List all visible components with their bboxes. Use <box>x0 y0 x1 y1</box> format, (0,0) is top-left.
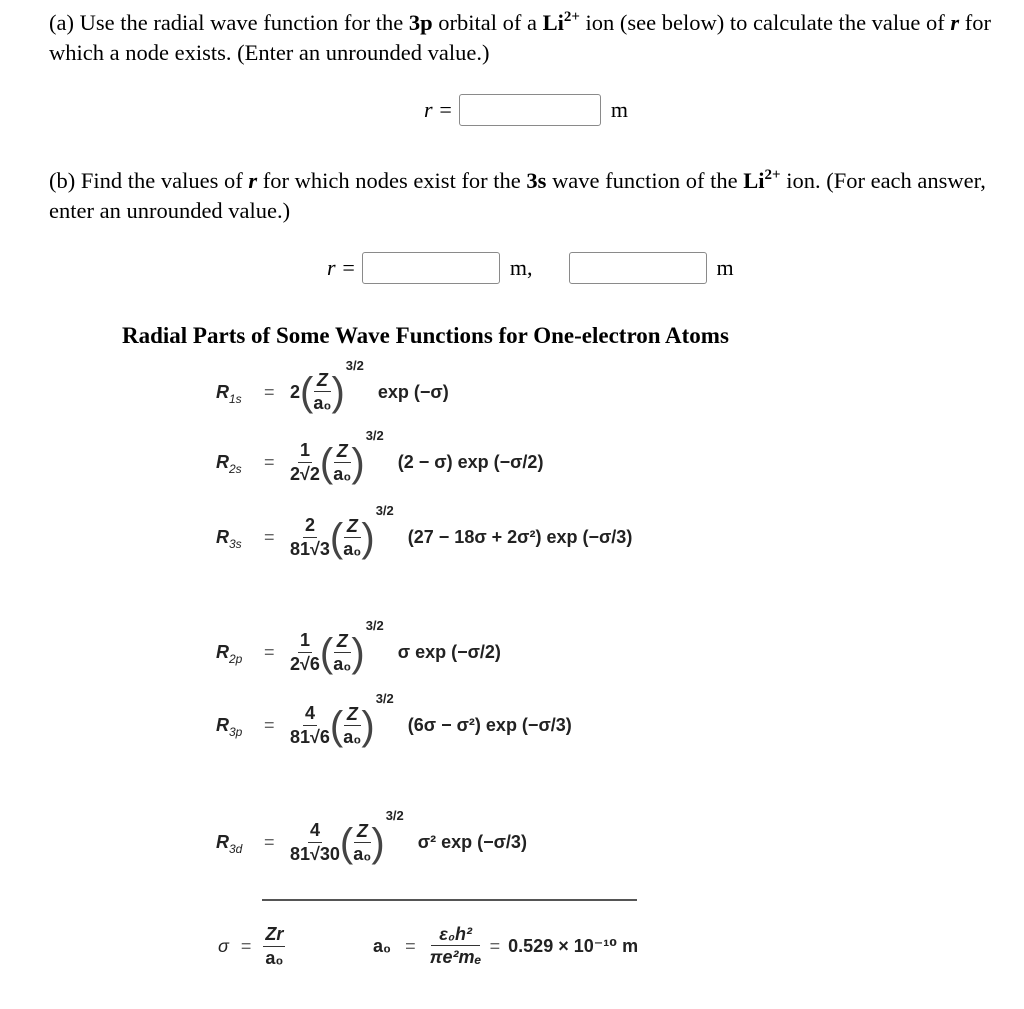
eq-r1s-rest: exp (−σ) <box>377 381 449 402</box>
power-label: 3/2 <box>365 428 384 443</box>
a0-fraction: $\frac{\text{ε₀h²}}{\text{πe²mₑ}}$ <box>429 924 482 967</box>
eq-r1s-lhs: $R_{1s}$ <box>216 381 242 406</box>
eq-r2p: $R_{2p}$ = $\frac{1}{2√6}$ ( $\frac{Z}{\text{a₀}}$ ) 3/2 σ exp (−σ/2) <box>216 618 501 675</box>
equals-sign: = <box>405 935 416 956</box>
equals-sign: = <box>264 642 275 662</box>
eq-r3s: $R_{3s}$ = $\frac{2}{81√3}$ ( $\frac{Z}{\text{a₀}}$ ) 3/2 (27 − 18σ + 2σ²) exp (−σ/3) <box>216 503 633 560</box>
equals-sign: = <box>264 715 275 735</box>
qb-text-end: ion. (For each answer, enter an unrounded value.) <box>49 168 986 223</box>
answer-a-input[interactable] <box>459 94 601 126</box>
eq-r3s-lhs: $R_{3s}$ <box>216 527 242 551</box>
eq-r2s-rest: (2 − σ) exp (−σ/2) <box>397 452 544 472</box>
answer-a-row <box>424 94 628 126</box>
eq-r3s-coef: $\frac{2}{81√3}$ <box>290 515 330 559</box>
table-heading: Radial Parts of Some Wave Functions for One-electron Atoms <box>122 323 729 348</box>
qb-var: r <box>248 168 258 193</box>
eq-r3d-coef: $\frac{4}{81√30}$ <box>290 820 340 864</box>
eq-r3s-rest: (27 − 18σ + 2σ²) exp (−σ/3) <box>407 527 633 547</box>
qb-ion: Li <box>743 168 765 193</box>
eq-r3d: $R_{3d}$ = $\frac{4}{81√30}$ ( $\frac{Z}{\text{a₀}}$ ) 3/2 σ² exp (−σ/3) <box>216 808 527 865</box>
eq-r3p-rest: (6σ − σ²) exp (−σ/3) <box>407 715 572 735</box>
qa-orbital: 3p <box>408 10 433 35</box>
answer-b-label: r = <box>327 255 356 280</box>
eq-r2p-rest: σ exp (−σ/2) <box>397 642 501 662</box>
equals-sign: = <box>264 452 275 472</box>
qa-text: (a) Use the radial wave function for the <box>49 10 409 35</box>
eq-r3p: $R_{3p}$ = $\frac{4}{81√6}$ ( $\frac{Z}{\text{a₀}}$ ) 3/2 (6σ − σ²) exp (−σ/3) <box>216 691 572 748</box>
eq-r2s: $R_{2s}$ = $\frac{1}{2√2}$ ( $\frac{Z}{\text{a₀}}$ ) 3/2 (2 − σ) exp (−σ/2) <box>216 428 544 485</box>
z-over-a0: $\frac{Z}{\text{a₀}}$ <box>333 630 352 674</box>
eq-r3p-coef: $\frac{4}{81√6}$ <box>290 703 330 747</box>
equals-sign: = <box>264 832 275 852</box>
question-a <box>49 8 999 68</box>
power-label: 3/2 <box>345 358 364 373</box>
answer-b-input-2[interactable] <box>569 252 707 284</box>
answer-b-row <box>327 252 734 284</box>
eq-r1s-coef: 2 <box>290 381 301 402</box>
qb-text-mid: for which nodes exist for the <box>257 168 527 193</box>
equals-sign: = <box>264 381 275 402</box>
equals-sign: = <box>264 527 275 547</box>
answer-a-unit: m <box>610 97 629 122</box>
sigma-definition <box>218 924 285 969</box>
power-label: 3/2 <box>365 618 384 633</box>
power-label: 3/2 <box>385 808 404 823</box>
z-over-a0: $\frac{Z}{\text{a₀}}$ <box>353 820 372 864</box>
z-over-a0: $\frac{Z}{\text{a₀}}$ <box>343 703 362 747</box>
qb-orbital: 3s <box>526 168 547 193</box>
eq-r3d-rest: σ² exp (−σ/3) <box>417 832 527 852</box>
qa-charge: 2+ <box>563 9 580 25</box>
eq-r2p-lhs: $R_{2p}$ <box>216 642 243 666</box>
question-b <box>49 166 999 226</box>
divider-rule <box>262 899 637 901</box>
eq-r3d-lhs: $R_{3d}$ <box>216 832 243 856</box>
a0-value: 0.529 × 10⁻¹⁰ m <box>508 935 639 956</box>
answer-b-unit-1: m, <box>509 255 533 280</box>
eq-r2s-lhs: $R_{2s}$ <box>216 452 242 476</box>
power-label: 3/2 <box>375 503 394 518</box>
sigma-fraction: $\frac{Zr}{\text{a₀}}$ <box>265 924 284 968</box>
sigma-symbol: σ <box>218 936 229 956</box>
equals-sign: = <box>240 936 252 956</box>
power-label: 3/2 <box>375 691 394 706</box>
equations-block <box>216 360 816 890</box>
eq-r1s: $R_{1s}$ = 2 ( $\frac{Z}{\text{a₀}}$ ) 3/2 exp (−σ) <box>216 358 449 414</box>
qa-text-post: ion (see below) to calculate the value of <box>579 10 951 35</box>
qa-text-mid: orbital of a <box>432 10 543 35</box>
qb-text-mid2: wave function of the <box>546 168 744 193</box>
qb-text: (b) Find the values of <box>49 168 249 193</box>
eq-r2p-coef: $\frac{1}{2√6}$ <box>290 630 320 674</box>
answer-b-input-1[interactable] <box>362 252 500 284</box>
answer-b-unit-2: m <box>716 255 734 280</box>
qa-var: r <box>950 10 960 35</box>
z-over-a0: $\frac{Z}{\text{a₀}}$ <box>313 370 332 413</box>
qa-ion: Li <box>542 10 564 35</box>
qa-text-end: for which a node exists. (Enter an unrounded value.) <box>49 10 992 65</box>
a0-symbol: a₀ <box>373 935 392 956</box>
z-over-a0: $\frac{Z}{\text{a₀}}$ <box>343 515 362 559</box>
z-over-a0: $\frac{Z}{\text{a₀}}$ <box>333 440 352 484</box>
a0-definition <box>373 924 638 968</box>
answer-a-label: r = <box>424 97 453 122</box>
equals-sign: = <box>489 935 501 956</box>
eq-r3p-lhs: $R_{3p}$ <box>216 715 243 739</box>
qb-charge: 2+ <box>764 167 781 183</box>
eq-r2s-coef: $\frac{1}{2√2}$ <box>290 440 320 484</box>
